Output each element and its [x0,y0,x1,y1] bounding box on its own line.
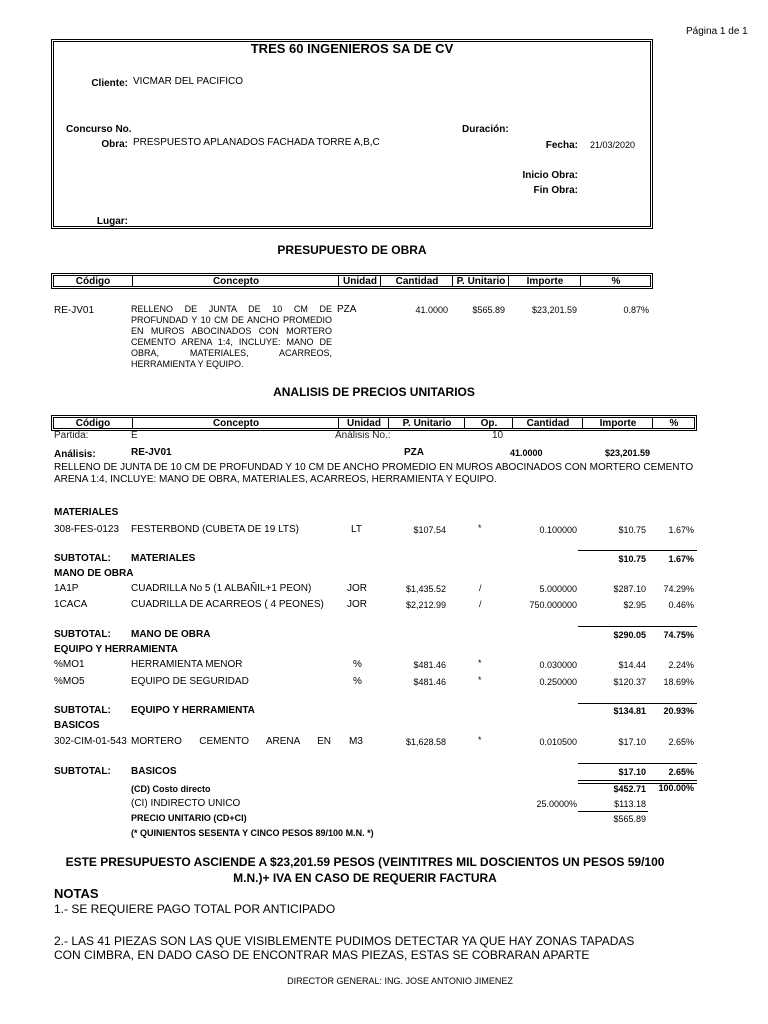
table-row-importe: $2.95 [623,600,646,610]
subtotal-label: SUBTOTAL: [54,766,111,777]
table-row-concepto: CUADRILLA DE ACARREOS ( 4 PEONES) [131,599,324,610]
table-row-unidad: M3 [349,736,363,747]
analisis-description-line1: RELLENO DE JUNTA DE 10 CM DE PROFUNDAD Y 10 CM DE ANCHO PROMEDIO EN MUROS ABOCINADOS CON MORTERO CEMENTO [54,462,694,473]
col-unitario: P. Unitario [452,276,509,286]
acol-op: Op. [464,418,513,428]
acol-unitario: P. Unitario [388,418,465,428]
concurso-label: Concurso No. [66,124,132,135]
fecha-label: Fecha: [545,140,578,151]
table-row-unitario: $2,212.99 [405,600,446,610]
table-row-concepto: CUADRILLA No 5 (1 ALBAÑIL+1 PEON) [131,583,312,594]
divider [578,550,697,551]
table-row-code: %MO5 [54,676,85,687]
notas-title: NOTAS [54,886,99,901]
cliente-label: Cliente: [91,78,128,89]
table-row-cantidad: 0.030000 [539,660,577,670]
presupuesto-concepto: RELLENO DE JUNTA DE 10 CM DE PROFUNDAD Y 10 CM DE ANCHO PROMEDIO EN MUROS ABOCINADOS CON MORTERO CEMENTO ARENA 1:4, INCLUYE: MANO DE OBRA, MATERIALES, ACARREOS, HERRAMIENTA Y EQUIPO. [131,304,332,369]
subtotal-importe: $17.10 [618,767,646,777]
table-row-pct: 74.29% [663,584,694,594]
acol-importe: Importe [582,418,653,428]
table-row-cantidad: 5.000000 [539,584,577,594]
obra-label: Obra: [101,139,128,150]
presupuesto-table-header [51,273,653,289]
table-row-code: 1CACA [54,599,88,610]
analisis-description-line2: ARENA 1:4, INCLUYE: MANO DE OBRA, MATERIALES, ACARREOS, HERRAMIENTA Y EQUIPO. [54,474,497,485]
col-cantidad: Cantidad [380,276,453,286]
table-row-op: * [478,523,482,533]
subtotal-label: SUBTOTAL: [54,705,111,716]
table-row-cantidad: 0.250000 [539,677,577,687]
table-row-importe: $14.44 [618,660,646,670]
table-row-importe: $10.75 [618,525,646,535]
analisis-no-label: Análisis No.: [335,430,391,441]
table-row-unitario: $107.54 [413,525,446,535]
fin-obra-label: Fin Obra: [533,185,578,196]
table-row-op: * [478,735,482,745]
lugar-label: Lugar: [96,216,128,227]
table-row-pct: 18.69% [663,677,694,687]
subtotal-pct: 2.65% [668,767,694,777]
analisis-unit: PZA [404,447,424,458]
table-row-cantidad: 0.100000 [539,525,577,535]
subtotal-importe: $134.81 [613,706,646,716]
precio-unitario-importe: $565.89 [613,814,646,824]
divider [578,626,697,627]
divider [578,763,697,764]
analisis-table-header [51,415,697,431]
subtotal-name: MANO DE OBRA [131,629,211,640]
table-row-importe: $287.10 [613,584,646,594]
analisis-code: RE-JV01 [131,447,172,458]
subtotal-pct: 1.67% [668,554,694,564]
table-row-op: / [479,599,482,609]
acol-pct: % [652,418,695,428]
table-row-cantidad: 0.010500 [539,737,577,747]
table-row-unidad: JOR [347,599,367,610]
presupuesto-pct: 0.87% [623,305,649,315]
analisis-title: ANALISIS DE PRECIOS UNITARIOS [273,385,475,399]
table-row-unitario: $1,435.52 [405,584,446,594]
subtotal-label: SUBTOTAL: [54,553,111,564]
table-row-pct: 0.46% [668,600,694,610]
costo-directo-pct: 100.00% [658,783,694,793]
analisis-label: Análisis: [54,449,96,460]
table-row-concepto: FESTERBOND (CUBETA DE 19 LTS) [131,524,299,535]
table-row-op: * [478,675,482,685]
table-row-pct: 2.24% [668,660,694,670]
table-row-pct: 1.67% [668,525,694,535]
table-row-importe: $17.10 [618,737,646,747]
subtotal-importe: $290.05 [613,630,646,640]
analisis-no-value: 10 [492,430,504,441]
precio-unitario-label: PRECIO UNITARIO (CD+CI) [131,813,247,823]
table-row-unidad: JOR [347,583,367,594]
total-statement-line2: M.N.)+ IVA EN CASO DE REQUERIR FACTURA [233,871,497,885]
table-row-unitario: $1,628.58 [405,737,446,747]
costo-directo-label: (CD) Costo directo [131,784,211,794]
table-row-code: %MO1 [54,659,85,670]
obra-value: PRESPUESTO APLANADOS FACHADA TORRE A,B,C [133,137,380,148]
fecha-value: 21/03/2020 [590,140,636,150]
duracion-label: Duración: [462,124,509,135]
divider [578,811,648,812]
indirecto-importe: $113.18 [614,799,646,809]
partida-label: Partida: [54,430,89,441]
col-codigo: Código [75,276,111,287]
subtotal-name: BASICOS [131,766,177,777]
presupuesto-unidad: PZA [337,304,357,315]
total-statement-line1: ESTE PRESUPUESTO ASCIENDE A $23,201.59 PESOS (VEINTITRES MIL DOSCIENTOS UN PESOS 59/100 [65,855,665,869]
col-importe: Importe [508,276,581,286]
header-box [51,39,653,229]
analisis-importe: $23,201.59 [604,448,650,458]
mano-obra-title: MANO DE OBRA [54,568,134,579]
subtotal-name: EQUIPO Y HERRAMIENTA [131,705,255,716]
table-row-unitario: $481.46 [413,677,446,687]
nota-2-line2: CON CIMBRA, EN DADO CASO DE ENCONTRAR MAS PIEZAS, ESTAS SE COBRARAN APARTE [54,948,590,962]
table-row-unitario: $481.46 [413,660,446,670]
table-row-concepto: HERRAMIENTA MENOR [131,659,243,670]
table-row-unidad: % [353,676,362,687]
costo-directo-importe: $452.71 [613,784,646,794]
presupuesto-importe: $23,201.59 [531,305,577,315]
subtotal-name: MATERIALES [131,553,196,564]
footer-director: DIRECTOR GENERAL: ING. JOSE ANTONIO JIMENEZ [287,976,513,986]
nota-2-line1: 2.- LAS 41 PIEZAS SON LAS QUE VISIBLEMENTE PUDIMOS DETECTAR YA QUE HAY ZONAS TAPADAS [54,934,635,948]
company-name: TRES 60 INGENIEROS SA DE CV [250,41,454,56]
analisis-qty: 41.0000 [510,448,543,458]
basicos-title: BASICOS [54,720,100,731]
inicio-obra-label: Inicio Obra: [522,170,578,181]
table-row-code: 308-FES-0123 [54,524,120,535]
acol-codigo: Código [75,418,111,429]
table-row-op: * [478,658,482,668]
indirecto-label: (CI) INDIRECTO UNICO [131,798,241,809]
table-row-unidad: % [353,659,362,670]
indirecto-pct: 25.0000% [536,799,577,809]
partida-value: E [131,430,138,441]
subtotal-pct: 20.93% [663,706,694,716]
acol-cantidad: Cantidad [512,418,583,428]
acol-unidad: Unidad [338,418,389,428]
col-unidad: Unidad [338,276,381,286]
table-row-concepto: MORTERO CEMENTO ARENA EN [131,736,331,747]
divider [578,703,697,704]
presupuesto-title: PRESUPUESTO DE OBRA [277,243,427,257]
equipo-title: EQUIPO Y HERRAMIENTA [54,644,178,655]
table-row-code: 302-CIM-01-543 [54,736,127,747]
col-pct: % [580,276,651,286]
acol-concepto: Concepto [132,418,339,428]
table-row-concepto: EQUIPO DE SEGURIDAD [131,676,249,687]
subtotal-pct: 74.75% [663,630,694,640]
presupuesto-cantidad: 41.0000 [415,305,448,315]
table-row-pct: 2.65% [668,737,694,747]
table-row-unidad: LT [351,524,362,535]
col-concepto: Concepto [132,276,339,286]
precio-letra: (* QUINIENTOS SESENTA Y CINCO PESOS 89/100 M.N. *) [131,828,374,838]
cliente-value: VICMAR DEL PACIFICO [133,76,244,87]
table-row-op: / [479,583,482,593]
subtotal-label: SUBTOTAL: [54,629,111,640]
materiales-title: MATERIALES [54,507,119,518]
table-row-cantidad: 750.000000 [529,600,577,610]
subtotal-importe: $10.75 [618,554,646,564]
presupuesto-unitario: $565.89 [472,305,505,315]
table-row-code: 1A1P [54,583,79,594]
page-number: Página 1 de 1 [686,26,748,37]
presupuesto-codigo: RE-JV01 [54,305,95,316]
nota-1: 1.- SE REQUIERE PAGO TOTAL POR ANTICIPADO [54,902,336,916]
table-row-importe: $120.37 [613,677,646,687]
